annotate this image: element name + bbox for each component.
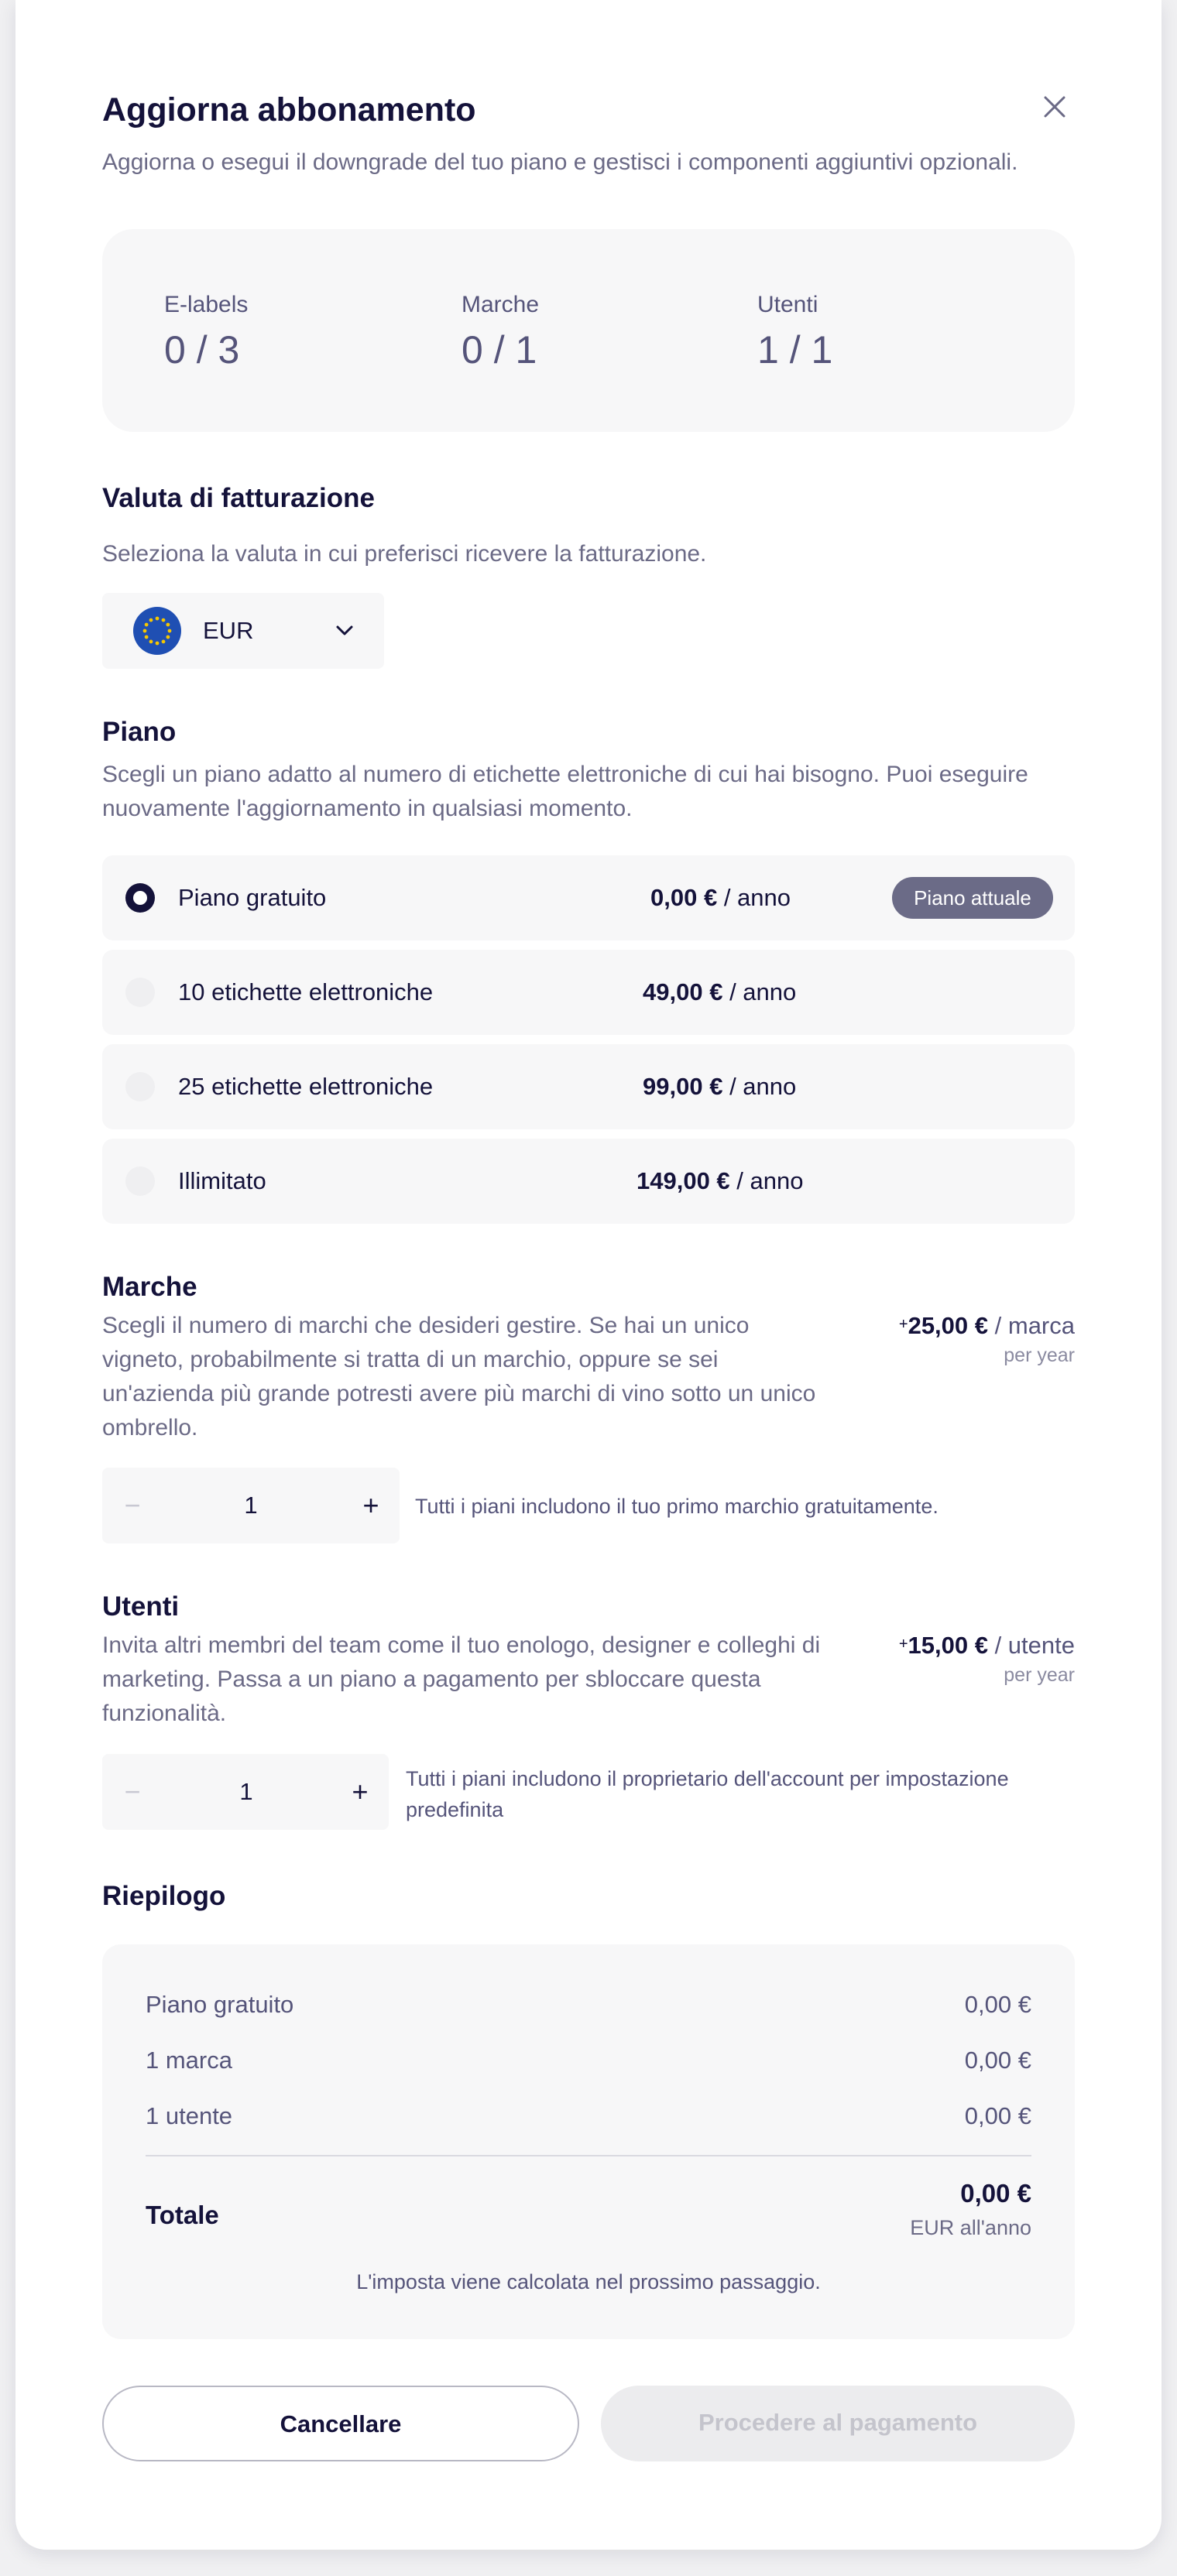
modal-title: Aggiorna abbonamento [102, 91, 476, 128]
brands-description-line: Scegli il numero di marchi che desideri gestire. Se hai un unico [102, 1313, 750, 1338]
plan-name: Illimitato [178, 1167, 266, 1194]
plan-name: 25 etichette elettroniche [178, 1073, 434, 1100]
tax-note: L'imposta viene calcolata nel prossimo passaggio. [356, 2270, 821, 2293]
usage-value: 0 / 1 [462, 328, 537, 372]
brands-price: +25,00 € / marca per year [899, 1309, 1075, 1369]
chevron-down-icon [333, 619, 356, 642]
summary-row-amount: 0,00 € [964, 1991, 1031, 2018]
summary-row [146, 1988, 1031, 2022]
summary-row [146, 2099, 1031, 2133]
users-description-line: Invita altri membri del team come il tuo enologo, designer e colleghi di [102, 1632, 821, 1658]
brands-quantity: 1 [244, 1492, 258, 1519]
increment-button[interactable]: + [362, 1489, 379, 1521]
radio-unselected[interactable] [125, 1166, 155, 1196]
plan-price: 149,00 € / anno [637, 1167, 804, 1194]
eu-flag-icon [133, 607, 181, 655]
users-description-line: funzionalità. [102, 1701, 227, 1726]
summary-row-label: 1 utente [146, 2102, 233, 2129]
increment-button[interactable]: + [352, 1776, 369, 1807]
summary-row [146, 2043, 1031, 2078]
plan-option-free[interactable] [102, 855, 1075, 940]
users-quantity: 1 [239, 1778, 253, 1805]
proceed-to-payment-button[interactable]: Procedere al pagamento [601, 2386, 1075, 2461]
brands-description-line: ombrello. [102, 1415, 198, 1440]
cancel-button[interactable]: Cancellare [102, 2386, 579, 2461]
plan-name: 10 etichette elettroniche [178, 978, 434, 1005]
brands-per-year: per year [1004, 1345, 1075, 1366]
radio-unselected[interactable] [125, 978, 155, 1007]
plan-name: Piano gratuito [178, 884, 327, 911]
usage-users [757, 291, 832, 373]
radio-unselected[interactable] [125, 1072, 155, 1101]
plan-description-line: nuovamente l'aggiornamento in qualsiasi momento. [102, 796, 633, 821]
usage-value: 1 / 1 [757, 328, 833, 372]
plan-description-line: Scegli un piano adatto al numero di etichette elettroniche di cui hai bisogno. Puoi eseguire [102, 762, 1028, 787]
usage-elabels [164, 291, 248, 373]
usage-value: 0 / 3 [164, 328, 240, 372]
users-quantity-stepper [102, 1754, 389, 1830]
usage-brands [462, 291, 539, 373]
summary-panel [102, 1944, 1075, 2339]
close-icon[interactable] [1038, 90, 1072, 124]
summary-divider [146, 2155, 1031, 2156]
plan-option-25[interactable] [102, 1044, 1075, 1129]
users-note-line: predefinita [406, 1798, 504, 1821]
summary-title: Riepilogo [102, 1881, 226, 1911]
usage-label: Marche [462, 292, 540, 317]
total-amount: 0,00 € [960, 2179, 1031, 2208]
decrement-button[interactable]: − [124, 1776, 141, 1807]
decrement-button[interactable]: − [124, 1489, 141, 1521]
modal-subtitle: Aggiorna o esegui il downgrade del tuo piano e gestisci i componenti aggiuntivi opzionali. [102, 149, 1018, 175]
brands-quantity-stepper [102, 1468, 400, 1543]
currency-description: Seleziona la valuta in cui preferisci ricevere la fatturazione. [102, 541, 707, 567]
currency-title: Valuta di fatturazione [102, 483, 375, 513]
usage-label: Utenti [757, 292, 818, 317]
plan-option-10[interactable] [102, 950, 1075, 1035]
total-label: Totale [146, 2201, 219, 2229]
summary-row-label: Piano gratuito [146, 1991, 294, 2018]
currency-select[interactable] [102, 593, 384, 669]
summary-row-label: 1 marca [146, 2047, 232, 2074]
currency-code: EUR [203, 617, 254, 644]
summary-row-amount: 0,00 € [964, 2047, 1031, 2074]
plan-title: Piano [102, 717, 177, 747]
usage-label: E-labels [164, 292, 249, 317]
users-description-line: marketing. Passa a un piano a pagamento per sbloccare questa [102, 1667, 761, 1692]
upgrade-subscription-modal [15, 0, 1162, 2550]
radio-selected[interactable] [125, 883, 155, 913]
plan-price: 49,00 € / anno [643, 978, 797, 1005]
brands-description-line: un'azienda più grande potresti avere più marchi di vino sotto un unico [102, 1381, 816, 1406]
users-note-line: Tutti i piani includono il proprietario dell'account per impostazione [406, 1767, 1009, 1790]
users-per-year: per year [1004, 1664, 1075, 1686]
plan-option-unlimited[interactable] [102, 1139, 1075, 1224]
users-price: +15,00 € / utente per year [899, 1629, 1075, 1689]
plan-price: 99,00 € / anno [643, 1073, 797, 1100]
brands-title: Marche [102, 1272, 197, 1302]
users-title: Utenti [102, 1591, 180, 1622]
brands-description-line: vigneto, probabilmente si tratta di un marchio, oppure se sei [102, 1347, 719, 1372]
summary-row-amount: 0,00 € [964, 2102, 1031, 2129]
current-plan-badge: Piano attuale [892, 877, 1053, 919]
total-period: EUR all'anno [910, 2216, 1031, 2239]
brands-note: Tutti i piani includono il tuo primo marchio gratuitamente. [415, 1495, 939, 1518]
usage-panel [102, 229, 1075, 432]
plan-price: 0,00 € / anno [650, 884, 791, 911]
